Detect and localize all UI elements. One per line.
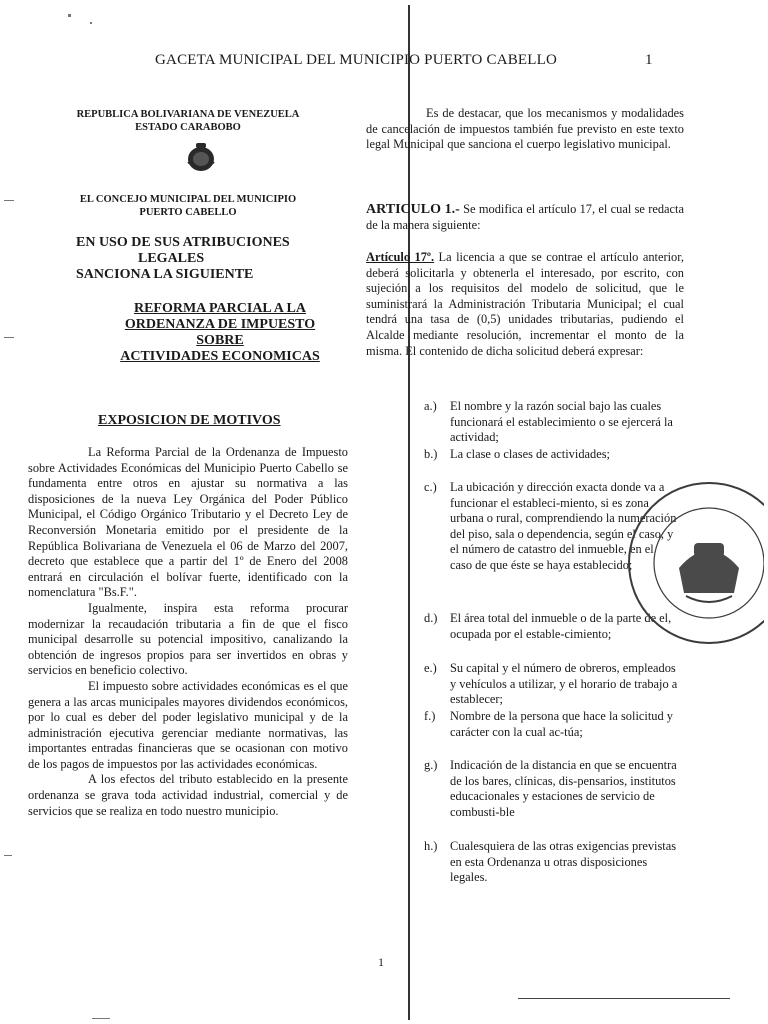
state-line: ESTADO CARABOBO bbox=[135, 122, 241, 133]
item-label: h.) bbox=[424, 839, 438, 853]
ordinance-title-line-1: REFORMA PARCIAL A LA bbox=[133, 301, 307, 316]
left-column-body bbox=[28, 445, 348, 819]
gazette-header: GACETA MUNICIPAL DEL MUNICIPIO PUERTO CABELLO bbox=[155, 52, 558, 68]
council-line-1: EL CONCEJO MUNICIPAL DEL MUNICIPIO bbox=[79, 194, 297, 205]
footer-mark: 1 bbox=[378, 955, 384, 969]
paragraph-4: A los efectos del tributo establecido en la presente ordenanza se grava toda actividad industrial, comercial y de servicios que se realiza en todo nuestro municipio. bbox=[28, 772, 348, 818]
list-item bbox=[424, 661, 678, 708]
list-item bbox=[424, 399, 678, 446]
paragraph-3: El impuesto sobre actividades económicas es el que genera a las arcas municipales mayores dividendos económicos, por lo cual es deber del poder legislativo municipal y de la administración ejecutiva gerenciar mediante normativas, las importantes entradas financieras que se ocasionan con motivo de los pagos de impuestos por las actividades económicas. bbox=[28, 678, 348, 771]
republic-heading bbox=[28, 108, 348, 134]
scan-speck bbox=[4, 337, 14, 338]
item-text: La clase o clases de actividades; bbox=[450, 447, 610, 461]
list-item bbox=[424, 839, 678, 886]
article-17-label: Artículo 17º. bbox=[366, 250, 435, 264]
article-17 bbox=[366, 250, 684, 359]
scan-speck bbox=[92, 1018, 110, 1019]
uso-line-3: SANCIONA LA SIGUIENTE bbox=[76, 267, 254, 282]
ordinance-title bbox=[80, 301, 360, 365]
ordinance-title-line-3: SOBRE bbox=[196, 333, 244, 348]
item-label: c.) bbox=[424, 480, 437, 494]
item-label: d.) bbox=[424, 611, 438, 625]
item-text: Indicación de la distancia en que se encuentra de los bares, clínicas, dis-pensarios, institutos educacionales y estaciones de servicio de combusti-ble bbox=[450, 758, 677, 819]
item-text: Su capital y el número de obreros, empleados y vehículos a utilizar, y el horario de trabajo a establecer; bbox=[450, 661, 678, 707]
coat-of-arms-icon bbox=[184, 140, 218, 174]
council-heading bbox=[28, 193, 348, 219]
item-label: f.) bbox=[424, 709, 436, 723]
list-item bbox=[424, 447, 678, 463]
scan-speck bbox=[4, 855, 12, 856]
motives-heading: EXPOSICION DE MOTIVOS bbox=[98, 413, 281, 428]
list-item bbox=[424, 758, 678, 820]
item-text: Nombre de la persona que hace la solicitud y carácter con la cual ac-túa; bbox=[450, 709, 673, 739]
article-17-text: La licencia a que se contrae el artículo anterior, deberá solicitarla y obtenerla el interesado, por escrito, con sujeción a los requisitos del modelo de solicitud, que le suministrará la Administración Tributaria Municipal; el cual tendrá una tasa de (0,5) unidades tributarias, pudiendo el Alcalde mediante resolución, incrementar el monto de la misma. El contenido de dicha solicitud deberá expresar: bbox=[366, 250, 684, 358]
paragraph-1: La Reforma Parcial de la Ordenanza de Impuesto sobre Actividades Económicas del Municipio Puerto Cabello se fundamenta entre otros en ajustar su normativa a las disposiciones de la nueva Ley Orgánica del Poder Público Municipal, el Código Orgánico Tributario y el Decreto Ley de Reconversión Monetaria emitido por el presidente de la República Bolivariana de Venezuela el 06 de Marzo del 2007, decreto que establece que a partir del 1º de Enero del 2008 entrará en circulación el bolívar fuerte, identificado con la nomenclatura "Bs.F.". bbox=[28, 445, 348, 600]
ordinance-title-line-2: ORDENANZA DE IMPUESTO bbox=[124, 317, 316, 332]
item-text: Cualesquiera de las otras exigencias previstas en esta Ordenanza u otras disposiciones legales. bbox=[450, 839, 677, 885]
municipal-stamp-icon bbox=[624, 478, 764, 648]
item-text: El nombre y la razón social bajo las cuales funcionará el establecimiento o se ejercerá la actividad; bbox=[450, 399, 673, 445]
item-text: La ubicación y dirección exacta donde va a funcionar el estableci-miento, si es zona urbana o rural, comprendiendo la numeración del piso, sala o dependencia, según el caso, y el número de catastro del inmueble, en el caso de que éste se haya establecido; bbox=[450, 480, 677, 572]
list-item bbox=[424, 709, 678, 740]
paragraph-2: Igualmente, inspira esta reforma procurar modernizar la recaudación tributaria a fin de que el fisco municipal desarrolle su potencial impositivo, canalizando la obtención de ingresos propios para ser invertidos en obras y servicios en beneficio colectivo. bbox=[28, 600, 348, 678]
uso-line-1: EN USO DE SUS ATRIBUCIONES bbox=[76, 235, 290, 250]
republic-line: REPUBLICA BOLIVARIANA DE VENEZUELA bbox=[76, 109, 300, 120]
item-label: b.) bbox=[424, 447, 438, 461]
uso-line-2: LEGALES bbox=[138, 251, 205, 266]
intro-paragraph: Es de destacar, que los mecanismos y modalidades de cancelación de impuestos también fue previsto en este texto legal Municipal que sanciona el cuerpo legislativo municipal. bbox=[366, 106, 684, 152]
article-1-text: Se modifica el artículo 17, el cual se redacta de la manera siguiente: bbox=[366, 202, 685, 232]
article-1-label: ARTICULO 1.- bbox=[366, 202, 460, 217]
ordinance-title-line-4: ACTIVIDADES ECONOMICAS bbox=[120, 349, 320, 364]
item-text: El área total del inmueble o de la parte de el, ocupada por el estable-cimiento; bbox=[450, 611, 672, 641]
scan-speck bbox=[90, 22, 92, 24]
article-1 bbox=[366, 202, 684, 233]
council-line-2: PUERTO CABELLO bbox=[139, 207, 237, 218]
item-label: a.) bbox=[424, 399, 437, 413]
item-label: g.) bbox=[424, 758, 438, 772]
footer-rule bbox=[518, 998, 730, 999]
item-label: e.) bbox=[424, 661, 437, 675]
scan-speck bbox=[4, 200, 14, 201]
page-number: 1 bbox=[645, 52, 653, 68]
scan-speck bbox=[68, 14, 71, 17]
column-divider bbox=[408, 5, 410, 1020]
